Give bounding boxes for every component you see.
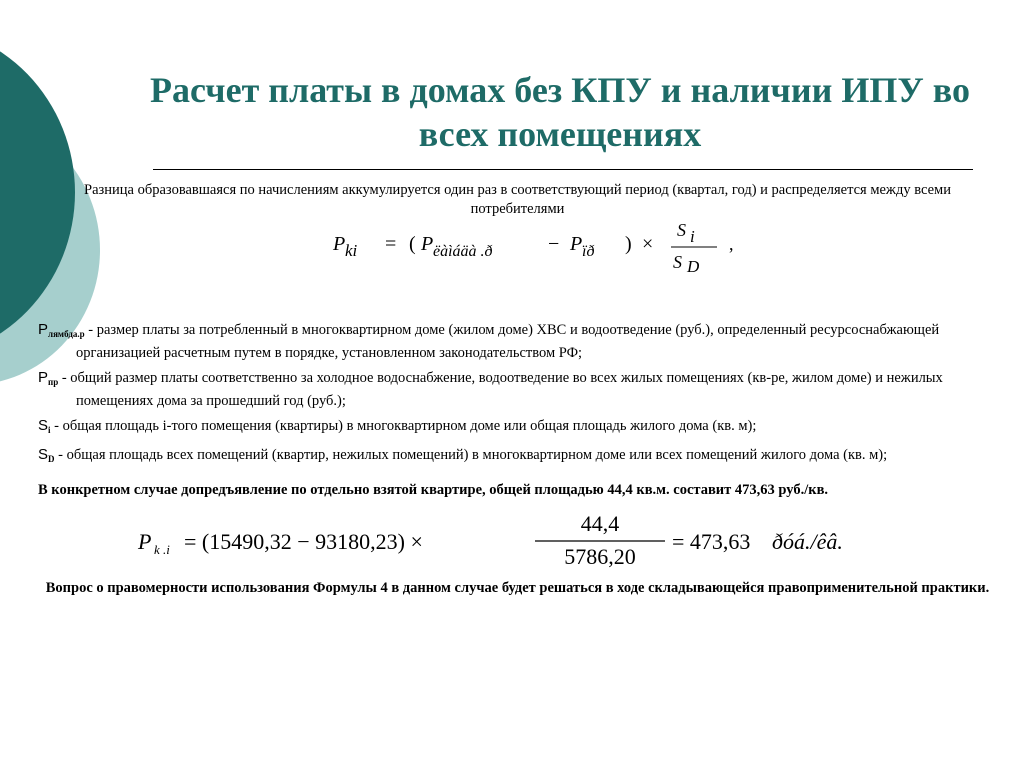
definition-symbol: S — [38, 446, 49, 463]
intro-text: Разница образовавшаяся по начислениям аккумулируется один раз в соответствующий период (квартал, год) и распределяется между всеми потребителями — [84, 182, 951, 217]
f1-num-sub: i — [690, 227, 695, 246]
definition-item — [38, 445, 993, 469]
definition-symbol: Р — [38, 369, 49, 386]
f1-times: × — [642, 233, 654, 255]
definition-text: - размер платы за потребленный в многоквартирном доме (жилом доме) ХВС и водоотведение (руб.), определенный ресурсоснабжающей организацией расчетным путем в порядке, установленном законодательством РФ; — [76, 322, 940, 361]
definition-symbol: Р — [38, 321, 49, 338]
definition-symbol: S — [38, 417, 49, 434]
f2-lhs-symbol: P — [138, 529, 152, 554]
f1-trailing: , — [729, 234, 734, 254]
f1-den-symbol: S — [673, 252, 682, 272]
f2-left-expr: = (15490,32 − 93180,23) × — [184, 529, 423, 554]
f1-close-paren: ) — [625, 233, 632, 255]
f2-lhs-sub: k .i — [154, 542, 170, 557]
f1-num-symbol: S — [677, 220, 686, 240]
f1-term2-sub: ïð — [582, 243, 595, 260]
f1-minus: − — [548, 233, 560, 255]
f2-numerator: 44,4 — [580, 511, 620, 536]
f2-units: ðóá./êâ. — [772, 529, 843, 554]
question-text: Вопрос о правомерности использования Формулы 4 в данном случае будет решаться в ходе складывающейся правоприменительной практики. — [45, 580, 990, 596]
definition-subscript: пр — [48, 377, 59, 387]
f1-equals: = — [385, 233, 397, 255]
formula-distribution — [325, 216, 745, 280]
f1-lhs-sub: ki — [345, 241, 358, 260]
title-divider — [153, 169, 973, 170]
f2-result: = 473,63 — [672, 529, 751, 554]
example-text: В конкретном случае допредъявление по отдельно взятой квартире, общей площадью 44,4 кв.м. составит 473,63 руб./кв. — [38, 482, 829, 498]
f1-term2-symbol: P — [570, 233, 583, 255]
definition-item — [38, 320, 993, 363]
f1-term1-symbol: P — [421, 233, 434, 255]
definitions-list — [38, 320, 993, 474]
f1-term1-sub: ëàìáäà .ð — [433, 243, 493, 260]
formula-example — [130, 506, 890, 572]
definition-subscript: D — [48, 454, 55, 464]
definition-text: - общая площадь i-того помещения (квартиры) в многоквартирном доме или общая площадь жилого дома (кв. м); — [50, 418, 757, 434]
definition-subscript: i — [48, 425, 51, 435]
definition-text: - общий размер платы соответственно за холодное водоснабжение, водоотведение во всех жилых помещениях (кв-ре, жилом доме) и нежилых помещениях дома за прошедший год (руб.); — [58, 370, 943, 409]
definition-item — [38, 416, 993, 440]
f1-open-paren: ( — [409, 233, 416, 255]
slide-title: Расчет платы в домах без КПУ и наличии ИПУ во всех помещениях — [150, 70, 970, 154]
definition-item — [38, 368, 993, 411]
definition-text: - общая площадь всех помещений (квартир, нежилых помещений) в многоквартирном доме или всех помещений жилого дома (кв. м); — [54, 447, 888, 463]
f2-denominator: 5786,20 — [564, 544, 636, 569]
f1-lhs-symbol: P — [333, 233, 346, 255]
f1-den-sub: D — [687, 257, 700, 276]
definition-subscript: лямбда.р — [48, 329, 85, 339]
